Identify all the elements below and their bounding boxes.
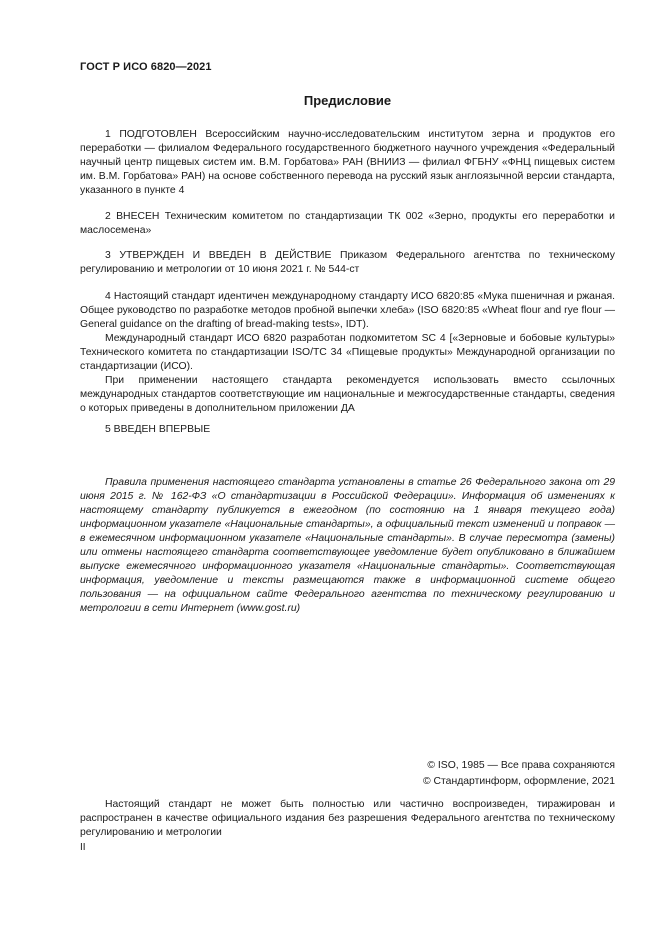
- page-number: II: [80, 842, 86, 853]
- item-4-text: 4 Настоящий стандарт идентичен международному стандарту ИСО 6820:85 «Мука пшеничная и ржаная. Общее руководство по разработке методов пробной выпечки хлеба» (ISO 6820:85 «Wheat flour and rye flour — General guidance on the drafting of bread-making tests», IDT).: [80, 291, 615, 330]
- copyright-iso: © ISO, 1985 — Все права сохраняются: [427, 760, 615, 771]
- item-4-paragraph-3: При применении настоящего стандарта рекомендуется использовать вместо ссылочных международных стандартов соответствующие им национальные и межгосударственные стандарты, сведения о которых приведены в дополнительном приложении ДА: [80, 375, 615, 414]
- reproduction-notice: [80, 798, 615, 840]
- item-1: [80, 128, 615, 198]
- item-5: [80, 423, 615, 437]
- item-2-text: 2 ВНЕСЕН Техническим комитетом по стандартизации ТК 002 «Зерно, продукты его переработки и маслосемена»: [80, 211, 615, 236]
- item-3-text: 3 УТВЕРЖДЕН И ВВЕДЕН В ДЕЙСТВИЕ Приказом Федерального агентства по техническому регулированию и метрологии от 10 июня 2021 г. № 544-ст: [80, 250, 615, 275]
- rules-notice-text: Правила применения настоящего стандарта установлены в статье 26 Федерального закона от 29 июня 2015 г. № 162-ФЗ «О стандартизации в Российской Федерации». Информация об изменениях к настоящему стандарту публикуется в ежегодном (по состоянию на 1 января текущего года) информационном указателе «Национальные стандарты», а официальный текст изменений и поправок — в ежемесячном информационном указателе «Национальные стандарты». В случае пересмотра (замены) или отмены настоящего стандарта соответствующее уведомление будет опубликовано в ближайшем выпуске ежемесячного информационного указателя «Национальные стандарты». Соответствующая информация, уведомление и тексты размещаются также в информационной системе общего пользования — на официальном сайте Федерального агентства по техническому регулированию и метрологии в сети Интернет (www.gost.ru): [80, 477, 615, 614]
- rules-notice: [80, 476, 615, 616]
- copyright-standartinform: © Стандартинформ, оформление, 2021: [422, 776, 615, 787]
- reproduction-notice-text: Настоящий стандарт не может быть полностью или частично воспроизведен, тиражирован и распространен в качестве официального издания без разрешения Федерального агентства по техническому регулированию и метрологии: [80, 799, 615, 838]
- item-3: [80, 249, 615, 277]
- item-5-text: 5 ВВЕДЕН ВПЕРВЫЕ: [105, 424, 211, 435]
- item-4-paragraph-2: Международный стандарт ИСО 6820 разработан подкомитетом SC 4 [«Зерновые и бобовые культуры» Технического комитета по стандартизации ISO/TC 34 «Пищевые продукты» Международной организации по стандартизации (ИСО).: [80, 333, 615, 372]
- page-title: Предисловие: [303, 93, 392, 108]
- item-2: [80, 210, 615, 238]
- item-4: [80, 290, 615, 416]
- standard-id: ГОСТ Р ИСО 6820—2021: [80, 61, 212, 73]
- item-1-text: 1 ПОДГОТОВЛЕН Всероссийским научно-исследовательским институтом зерна и продуктов его переработки — филиалом Федерального государственного бюджетного научного учреждения «Федеральный научный центр пищевых систем им. В.М. Горбатова» РАН (ВНИИЗ — филиал ФГБНУ «ФНЦ пищевых систем им. В.М. Горбатова» РАН) на основе собственного перевода на русский язык англоязычной версии стандарта, указанного в пункте 4: [80, 129, 615, 196]
